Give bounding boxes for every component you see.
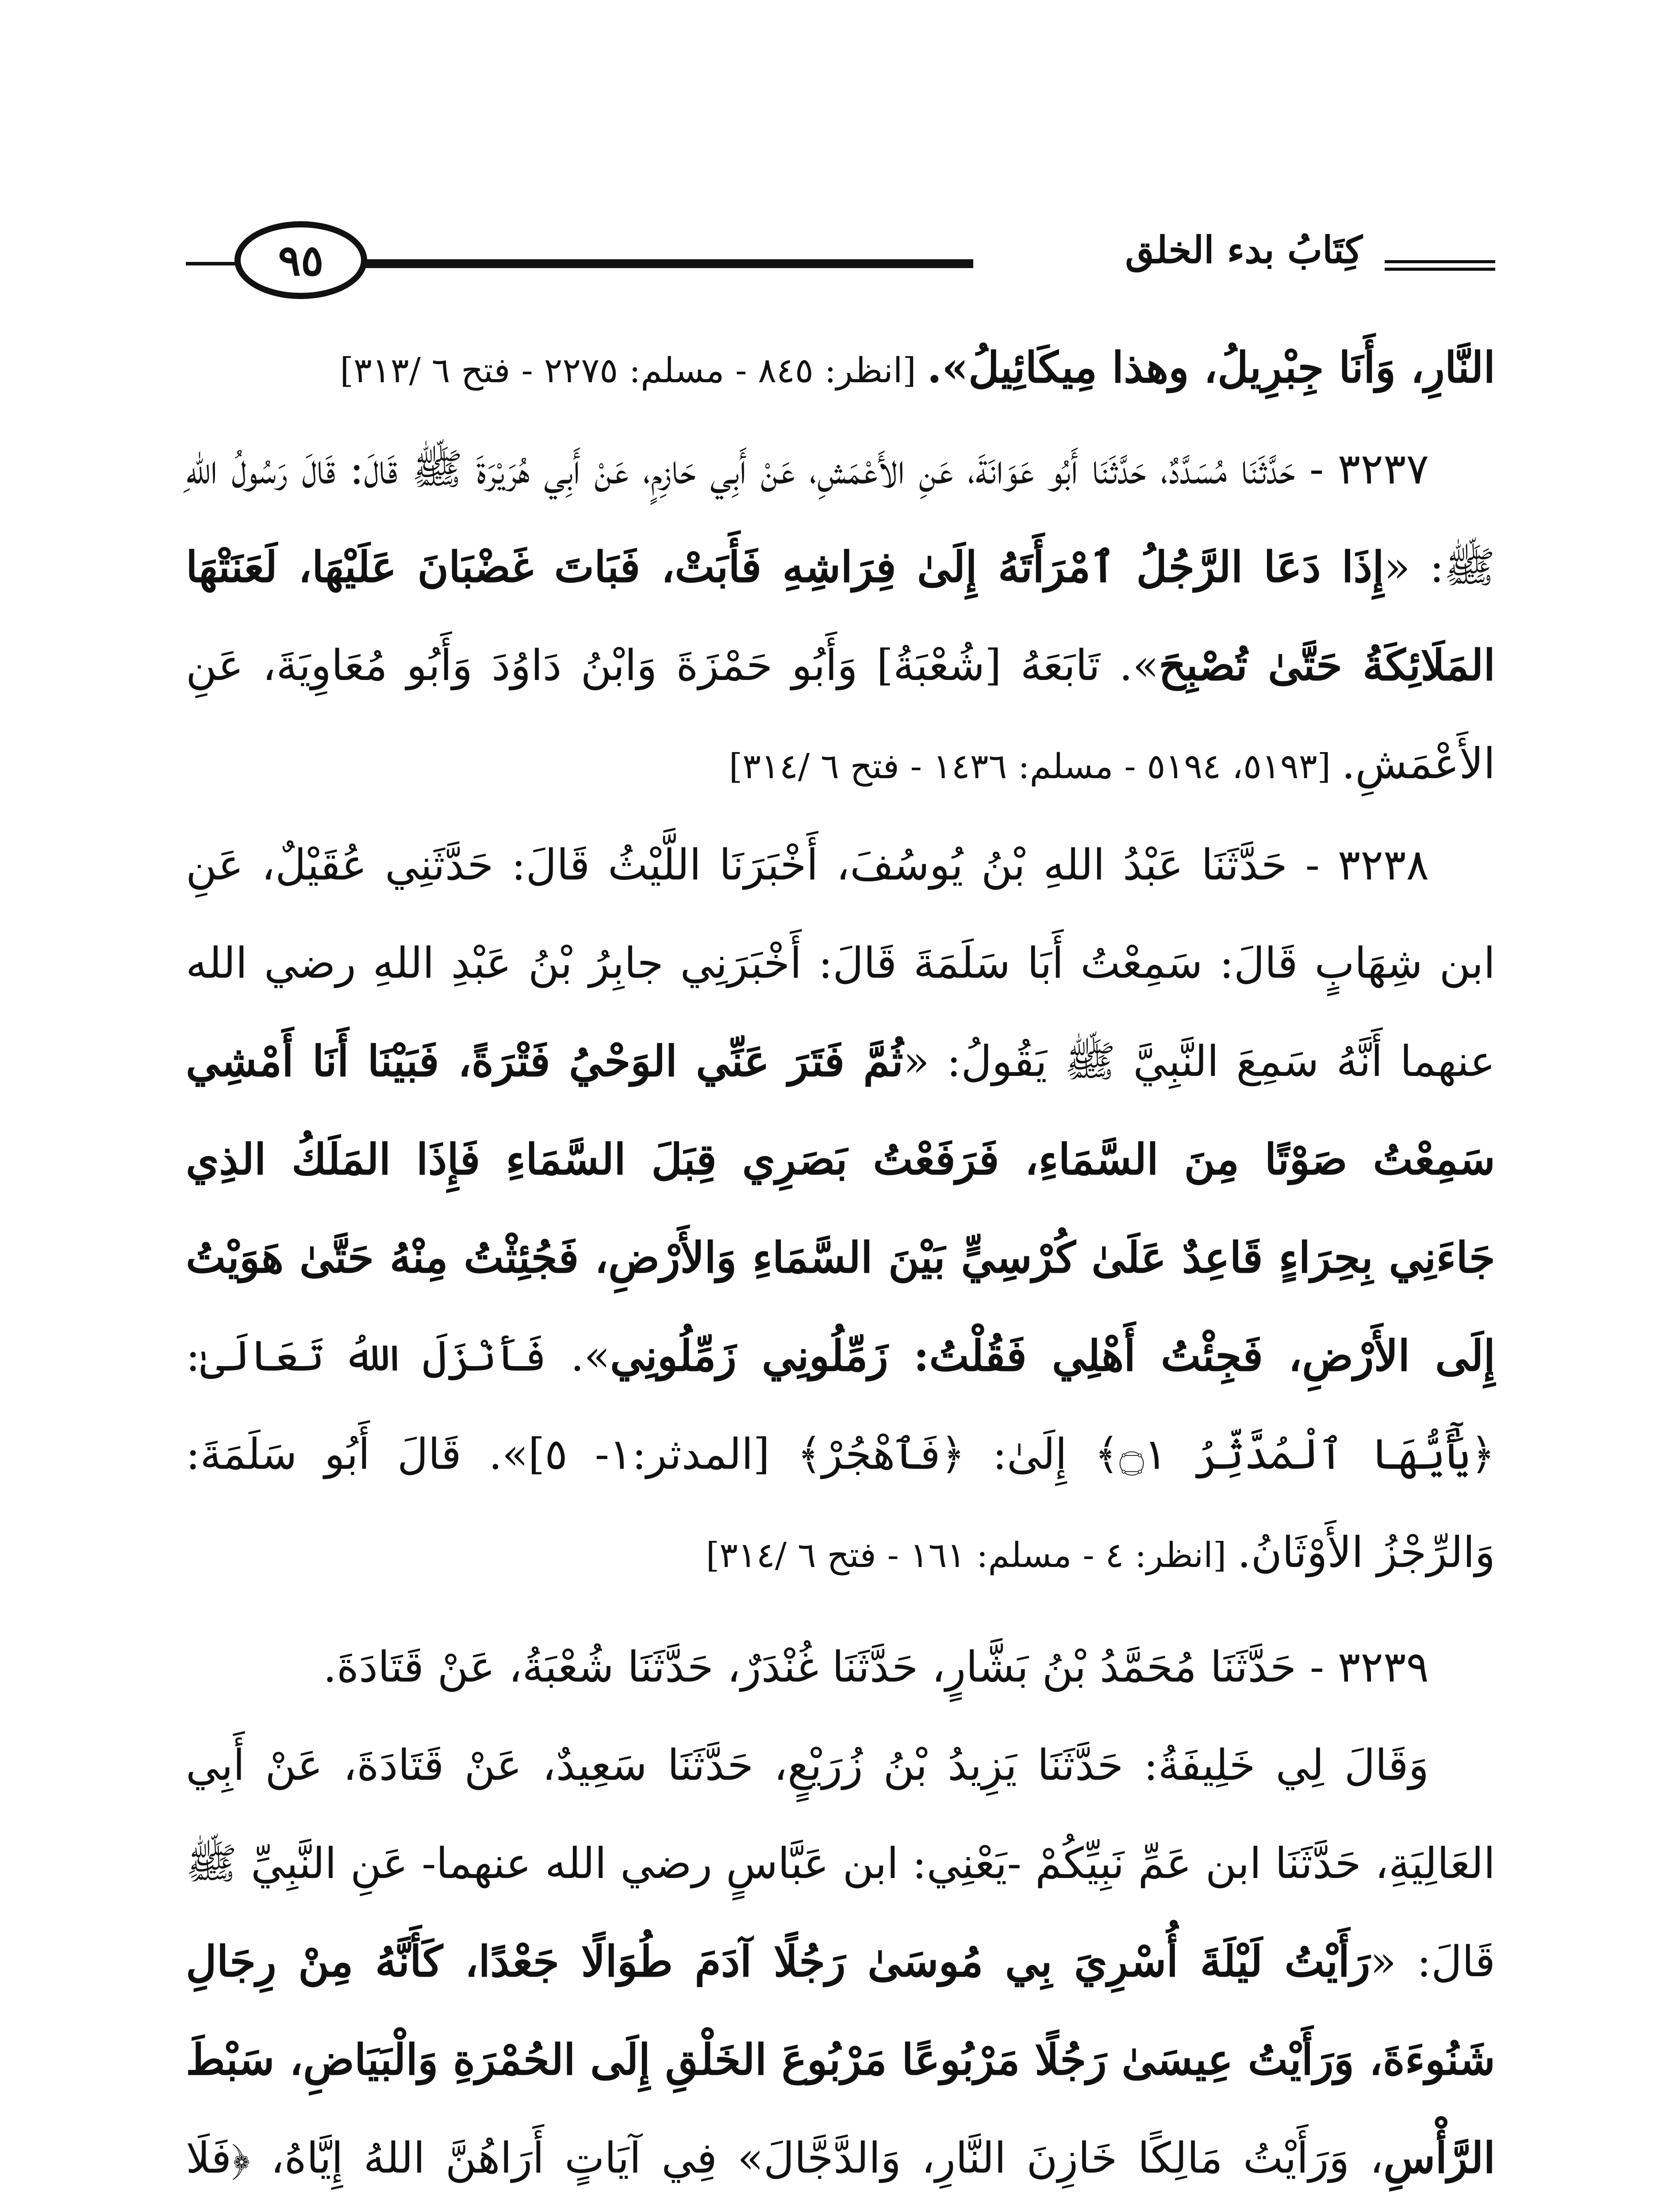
page-number — [234, 221, 367, 299]
reference: [٥١٩٣، ٥١٩٤ - مسلم: ١٤٣٦ - فتح ٦ /٣١٤] — [729, 747, 1342, 787]
paragraph — [186, 816, 1495, 1605]
chain-text: ٣٢٣٧ - حَدَّثَنَا مُسَدَّدٌ، حَدَّثَنَا أَبُو عَوَانَةَ، عَنِ الأَعْمَشِ، عَنْ أَبِي حَازِمٍ، عَنْ أَبِي هُرَيْرَةَ ﷺ قَالَ: قَالَ رَسُولُ اللهِ ﷺ: « — [186, 444, 1496, 592]
reference: [انظر: ٨٤٥ - مسلم: ٢٢٧٥ - فتح ٦ /٣١٣] — [340, 351, 927, 391]
paragraph — [186, 420, 1495, 816]
paragraph — [186, 1716, 1495, 2212]
chain-text: ». فَأَنْزَلَ اللهُ تَعَالَىٰ: ﴿يَٰٓأَيُّهَا ٱلْمُدَّثِّرُ ۝١﴾ إِلَىٰ: ﴿فَٱهْجُرْ﴾ [المدثر:١- ٥]». قَالَ أَبُو سَلَمَةَ: وَالرِّجْزُ الأَوْثَانُ. — [186, 1331, 1496, 1577]
header-double-rule — [1385, 260, 1495, 271]
hadith-text: النَّارِ، وَأَنَا جِبْرِيلُ، وهذا مِيكَائِيلُ». — [927, 342, 1495, 392]
paragraph — [186, 1618, 1495, 1716]
paragraph — [186, 319, 1495, 420]
spacer — [186, 1605, 1495, 1618]
chain-text: ٣٢٣٩ - حَدَّثَنَا مُحَمَّدُ بْنُ بَشَّارٍ، حَدَّثَنَا غُنْدَرٌ، حَدَّثَنَا شُعْبَةُ، عَنْ قَتَادَةَ. — [323, 1642, 1429, 1692]
reference: [انظر: ٤ - مسلم: ١٦١ - فتح ٦ /٣١٤] — [706, 1536, 1238, 1575]
hadith-text: رَأَيْتُ لَيْلَةَ أُسْرِيَ بِي مُوسَىٰ رَجُلًا آدَمَ طُوَالًا جَعْدًا، كَأَنَّهُ مِنْ رِجَالِ شَنُوءَةَ، وَرَأَيْتُ عِيسَىٰ رَجُلًا مَرْبُوعًا مَرْبُوعَ الخَلْقِ إِلَى الحُمْرَةِ وَالْبَيَاضِ، سَبْطَ الرَّأْسِ — [186, 1936, 1496, 2183]
chain-text: ٣٢٣٨ - حَدَّثَنَا عَبْدُ اللهِ بْنُ يُوسُفَ، أَخْبَرَنَا اللَّيْثُ قَالَ: حَدَّثَنِي عُقَيْلٌ، عَنِ ابن شِهَابٍ قَالَ: سَمِعْتُ أَبَا سَلَمَةَ قَالَ: أَخْبَرَنِي جابِرُ بْنُ عَبْدِ اللهِ رضي الله عنهما أَنَّهُ سَمِعَ النَّبِيَّ ﷺ يَقُولُ: « — [186, 840, 1496, 1086]
chain-text: ، وَرَأَيْتُ مَالِكًا خَازِنَ النَّارِ، وَالدَّجَّالَ» فِي آيَاتٍ أَرَاهُنَّ اللهُ إِيَّاهُ، ﴿فَلَا — [186, 2133, 1384, 2183]
chain-text: ». تَابَعَهُ [شُعْبَةُ] وَأَبُو حَمْزَةَ وَابْنُ دَاوُدَ وَأَبُو مُعَاوِيَةَ، عَنِ الأَعْمَشِ. — [186, 641, 1495, 788]
chain-text: وَقَالَ لِي خَلِيفَةُ: حَدَّثَنَا يَزِيدُ بْنُ زُرَيْعٍ، حَدَّثَنَا سَعِيدٌ، عَنْ قَتَادَةَ، عَنْ أَبِي العَالِيَةِ، حَدَّثَنَا ابن عَمِّ نَبِيِّكُمْ -يَعْنِي: ابن عَبَّاسٍ رضي الله عنهما- عَنِ النَّبِيِّ ﷺ قَالَ: « — [186, 1740, 1496, 1986]
page-number-text: ٩٥ — [278, 235, 324, 285]
hadith-text: ثُمَّ فَتَرَ عَنِّي الوَحْيُ فَتْرَةً، فَبَيْنَا أَنَا أَمْشِي سَمِعْتُ صَوْتًا مِنَ السَّمَاءِ، فَرَفَعْتُ بَصَرِي قِبَلَ السَّمَاءِ فَإِذَا المَلَكُ الذِي جَاءَنِي بِحِرَاءٍ قَاعِدٌ عَلَىٰ كُرْسِيٍّ بَيْنَ السَّمَاءِ وَالأَرْضِ، فَجُئِثْتُ مِنْهُ حَتَّىٰ هَوَيْتُ إِلَى الأَرْضِ، فَجِئْتُ أَهْلِي فَقُلْتُ: زَمِّلُونِي زَمِّلُونِي — [186, 1036, 1496, 1381]
hadith-text: إِذَا دَعَا الرَّجُلُ ٱمْرَأَتَهُ إِلَىٰ فِرَاشِهِ فَأَبَتْ، فَبَاتَ غَضْبَانَ عَلَيْهَا، لَعَنَتْهَا المَلَائِكَةُ حَتَّىٰ تُصْبِحَ — [186, 542, 1496, 690]
page-header — [186, 212, 1495, 301]
book-title: كِتَابُ بدء الخلق — [1125, 228, 1363, 272]
header-rule — [363, 259, 973, 268]
main-text — [186, 319, 1495, 2212]
